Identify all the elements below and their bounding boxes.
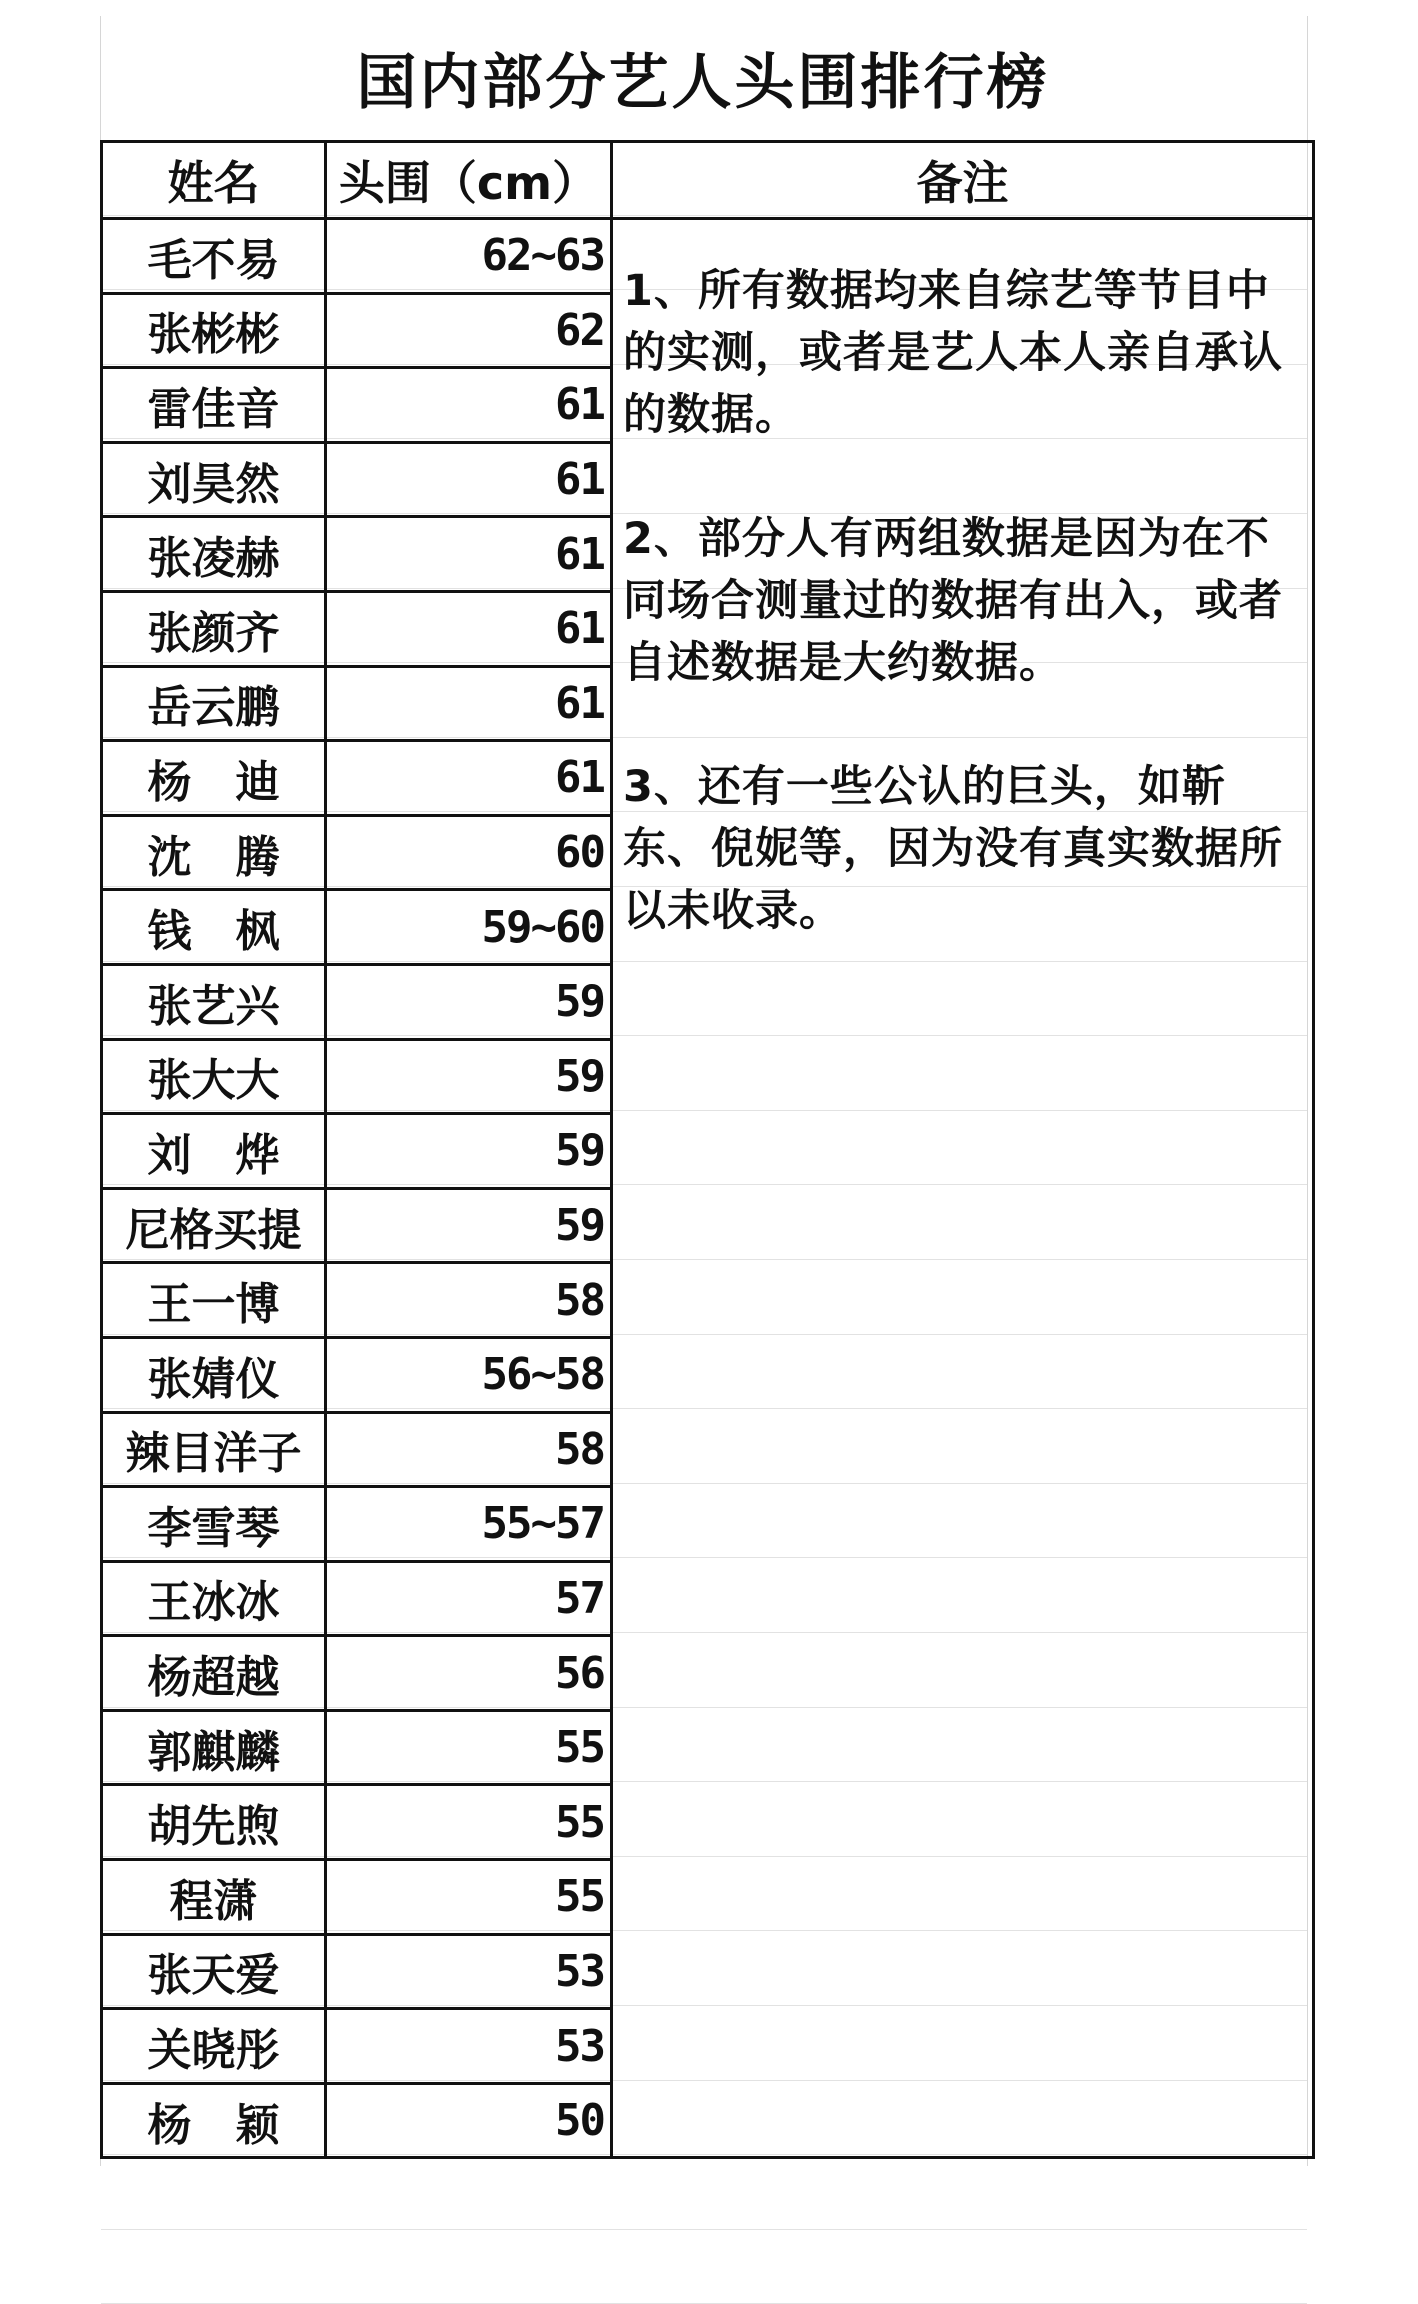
- head-size-cell: 56~58: [326, 1337, 612, 1412]
- head-size-cell: 59: [326, 964, 612, 1039]
- artist-name-cell: 辣目洋子: [102, 1412, 326, 1487]
- artist-name-cell: 张彬彬: [102, 293, 326, 368]
- artist-name-cell: 张颜齐: [102, 591, 326, 666]
- artist-name-cell: 刘 烨: [102, 1114, 326, 1189]
- sheet-gridline: [101, 2229, 1307, 2230]
- artist-name-cell: 沈 腾: [102, 815, 326, 890]
- head-size-cell: 55: [326, 1860, 612, 1935]
- header-row: [102, 142, 1314, 219]
- head-size-cell: 61: [326, 591, 612, 666]
- head-size-column-header: 头围（cm）: [326, 142, 612, 219]
- artist-name-cell: 尼格买提: [102, 1188, 326, 1263]
- artist-name-cell: 程潇: [102, 1860, 326, 1935]
- artist-name-cell: 张凌赫: [102, 517, 326, 592]
- artist-name-cell: 胡先煦: [102, 1785, 326, 1860]
- artist-name-cell: 杨 迪: [102, 741, 326, 816]
- head-size-cell: 60: [326, 815, 612, 890]
- head-size-cell: 56: [326, 1636, 612, 1711]
- artist-name-cell: 张天爱: [102, 1934, 326, 2009]
- head-size-cell: 55: [326, 1710, 612, 1785]
- head-size-cell: 57: [326, 1561, 612, 1636]
- artist-name-cell: 岳云鹏: [102, 666, 326, 741]
- artist-name-cell: 杨 颖: [102, 2083, 326, 2158]
- head-size-cell: 59: [326, 1114, 612, 1189]
- head-size-cell: 62~63: [326, 219, 612, 294]
- ranking-rows: [102, 219, 1314, 2158]
- head-size-cell: 59~60: [326, 890, 612, 965]
- artist-name-cell: 张艺兴: [102, 964, 326, 1039]
- artist-name-cell: 王一博: [102, 1263, 326, 1338]
- table-row: [102, 219, 1314, 294]
- remarks-cell: [612, 219, 1314, 2158]
- head-size-cell: 53: [326, 2009, 612, 2084]
- artist-name-cell: 雷佳音: [102, 368, 326, 443]
- artist-name-cell: 毛不易: [102, 219, 326, 294]
- page-title: 国内部分艺人头围排行榜: [356, 48, 1050, 118]
- head-size-cell: 61: [326, 517, 612, 592]
- artist-name-cell: 关晓彤: [102, 2009, 326, 2084]
- remarks-column-header: 备注: [612, 142, 1314, 219]
- artist-name-cell: 刘昊然: [102, 442, 326, 517]
- head-size-cell: 61: [326, 442, 612, 517]
- artist-name-cell: 钱 枫: [102, 890, 326, 965]
- artist-name-cell: 王冰冰: [102, 1561, 326, 1636]
- head-size-cell: 53: [326, 1934, 612, 2009]
- head-size-cell: 59: [326, 1188, 612, 1263]
- remark-note: 3、还有一些公认的巨头，如靳东、倪妮等，因为没有真实数据所以未收录。: [623, 762, 1283, 936]
- artist-name-cell: 张婧仪: [102, 1337, 326, 1412]
- remark-note: 2、部分人有两组数据是因为在不同场合测量过的数据有出入，或者自述数据是大约数据。: [623, 514, 1283, 688]
- head-size-cell: 61: [326, 666, 612, 741]
- artist-name-cell: 郭麒麟: [102, 1710, 326, 1785]
- head-size-cell: 62: [326, 293, 612, 368]
- head-size-cell: 55~57: [326, 1487, 612, 1562]
- head-size-cell: 61: [326, 368, 612, 443]
- head-size-cell: 58: [326, 1412, 612, 1487]
- head-size-cell: 59: [326, 1039, 612, 1114]
- artist-name-cell: 李雪琴: [102, 1487, 326, 1562]
- artist-name-cell: 杨超越: [102, 1636, 326, 1711]
- head-size-cell: 50: [326, 2083, 612, 2158]
- head-size-cell: 58: [326, 1263, 612, 1338]
- head-size-cell: 55: [326, 1785, 612, 1860]
- name-column-header: 姓名: [102, 142, 326, 219]
- ranking-table: [100, 140, 1315, 2159]
- remarks-text-block: [613, 220, 1312, 942]
- artist-name-cell: 张大大: [102, 1039, 326, 1114]
- remark-note: 1、所有数据均来自综艺等节目中的实测，或者是艺人本人亲自承认的数据。: [623, 266, 1283, 440]
- head-size-cell: 61: [326, 741, 612, 816]
